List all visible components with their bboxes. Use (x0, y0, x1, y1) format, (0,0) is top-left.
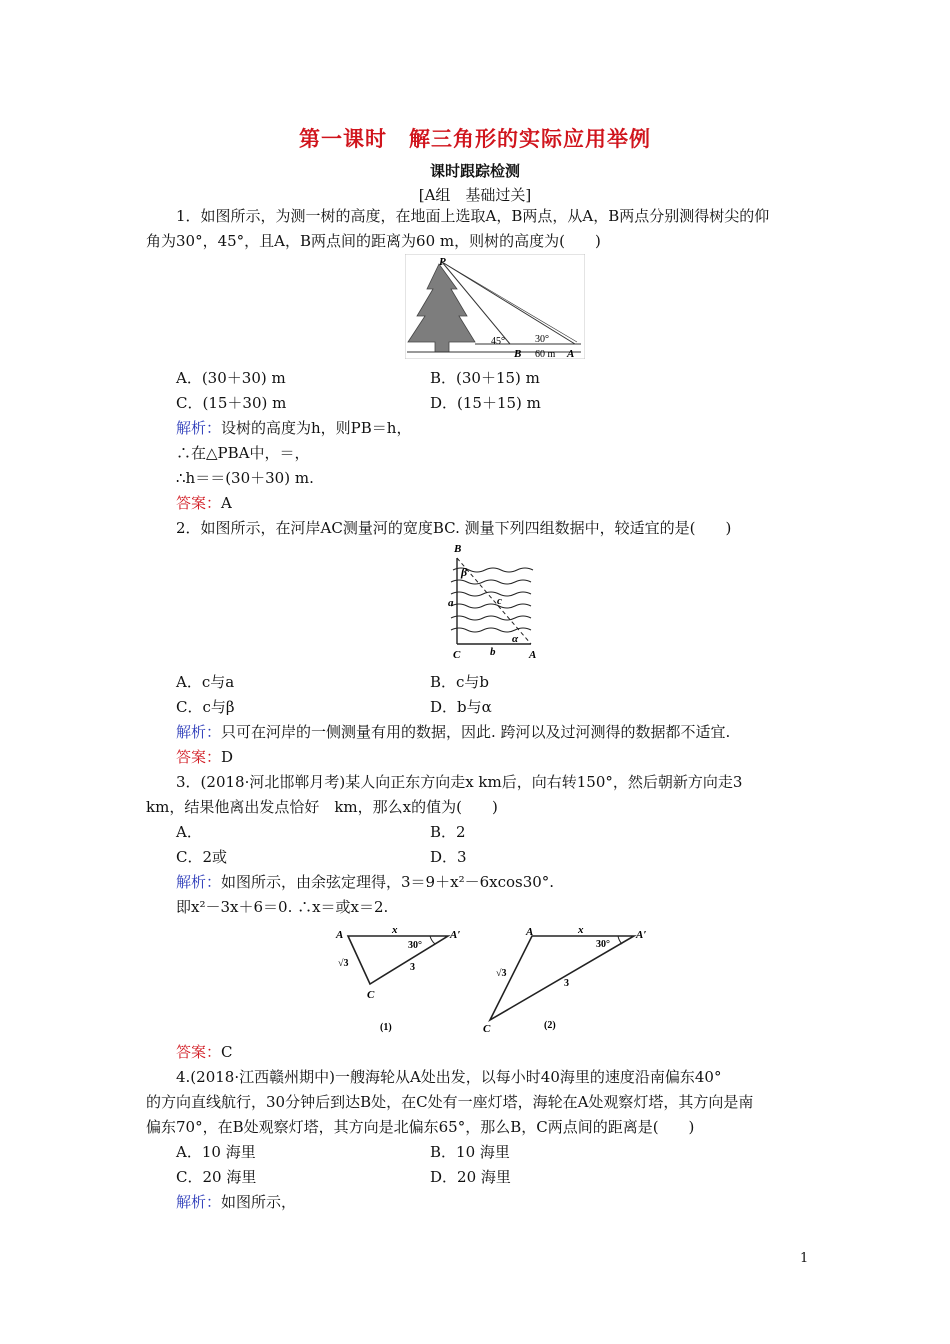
q2-fig-label-b-side: b (490, 646, 496, 658)
q3-figure-2 (478, 922, 653, 1037)
q1-option-b: B．(30＋15) m (430, 369, 540, 387)
q3-fig1-angle: 30° (408, 940, 422, 951)
q3-option-a: A． (176, 823, 202, 841)
q2-fig-label-a: A (529, 649, 537, 661)
q1-solution-label: 解析： (176, 419, 222, 437)
q3-fig2-side-3: 3 (564, 978, 569, 989)
section-subtitle: 课时跟踪检测 (429, 162, 520, 180)
q3-fig1-side-3: 3 (410, 962, 415, 973)
q2-fig-label-c: C (453, 649, 461, 661)
q1-stem-line-1: 1．如图所示，为测一树的高度，在地面上选取A，B两点，从A，B两点分别测得树尖的仰 (176, 207, 770, 225)
q2-fig-label-alpha: α (512, 633, 519, 645)
q1-answer-value: A (221, 494, 232, 512)
q3-solution-text-1: 如图所示，由余弦定理得，3＝9＋x²－6xcos30°. (221, 873, 555, 891)
q4-stem-line-3: 偏东70°，在B处观察灯塔，其方向是北偏东65°，那么B，C两点间的距离是( ) (146, 1118, 695, 1136)
q1-fig-label-a: A (567, 348, 575, 359)
q3-fig1-label-c: C (367, 989, 375, 1001)
q4-option-d: D．20 海里 (430, 1168, 511, 1186)
q3-solution-line-2: 即x²－3x＋6＝0. ∴x＝或x＝2. (176, 898, 389, 916)
q1-fig-angle-45: 45° (491, 336, 505, 347)
q3-fig2-label-c: C (483, 1023, 491, 1035)
page-title: 第一课时 解三角形的实际应用举例 (299, 126, 651, 151)
q3-fig1-sqrt3: √3 (338, 958, 349, 969)
group-label: [A组 基础过关] (418, 186, 532, 204)
q3-answer-value: C (221, 1043, 233, 1061)
q2-answer-line (176, 747, 233, 767)
q1-option-c: C．(15＋30) m (176, 394, 287, 412)
q3-solution-label: 解析： (176, 873, 222, 891)
q4-solution-text: 如图所示， (221, 1193, 297, 1211)
q2-solution-label: 解析： (176, 723, 222, 741)
q2-solution-text: 只可在河岸的一侧测量有用的数据，因此. 跨河以及过河测得的数据都不适宜. (221, 723, 731, 741)
q1-answer-line (176, 493, 232, 513)
q4-option-a: A．10 海里 (176, 1143, 256, 1161)
q1-solution-line-3: ∴h＝＝(30＋30) m. (176, 469, 314, 487)
q4-solution-label: 解析： (176, 1193, 222, 1211)
q1-answer-label: 答案： (176, 494, 222, 512)
q4-stem-line-2: 的方向直线航行，30分钟后到达B处，在C处有一座灯塔，海轮在A处观察灯塔，其方向是南 (146, 1093, 754, 1111)
q3-option-b: B．2 (430, 823, 466, 841)
q1-solution-line-1 (176, 418, 411, 438)
q4-option-b: B．10 海里 (430, 1143, 510, 1161)
q3-fig2-label-x: x (578, 924, 584, 936)
q2-fig-label-a-side: a (448, 597, 454, 609)
q2-fig-label-c-side: c (497, 595, 502, 607)
q3-solution-line-1 (176, 872, 554, 892)
q3-stem-line-2: km，结果他离出发点恰好 km，那么x的值为( ) (146, 798, 498, 816)
q2-option-b: B．c与b (430, 673, 490, 691)
q1-fig-label-b: B (514, 348, 522, 359)
q3-fig1-caption: (1) (380, 1022, 392, 1033)
q3-fig2-label-a: A (526, 926, 534, 938)
q4-stem-line-1: 4.(2018·江西赣州期中)一艘海轮从A处出发，以每小时40海里的速度沿南偏东40° (176, 1068, 722, 1086)
q3-fig1-label-a: A (336, 929, 344, 941)
q2-fig-label-b: B (454, 543, 462, 555)
q3-option-c: C．2或 (176, 848, 228, 866)
q3-answer-label: 答案： (176, 1043, 222, 1061)
q3-option-d: D．3 (430, 848, 467, 866)
q3-stem-line-1: 3．(2018·河北邯郸月考)某人向正东方向走x km后，向右转150°，然后朝新方向走3 (176, 773, 743, 791)
q3-fig2-caption: (2) (544, 1020, 556, 1031)
q3-fig1-label-x: x (392, 924, 398, 936)
q2-river-figure (445, 540, 545, 662)
q2-option-a: A．c与a (176, 673, 235, 691)
q2-answer-label: 答案： (176, 748, 222, 766)
q1-fig-label-p: P (439, 256, 446, 268)
q2-stem: 2．如图所示，在河岸AC测量河的宽度BC. 测量下列四组数据中，较适宜的是( ) (176, 519, 732, 537)
page-number: 1 (800, 1251, 809, 1266)
q1-fig-angle-30: 30° (535, 334, 549, 345)
q2-solution-line (176, 722, 730, 742)
q2-option-c: C．c与β (176, 698, 235, 716)
q3-answer-line (176, 1042, 233, 1062)
q1-stem-line-2: 角为30°，45°，且A，B两点间的距离为60 m，则树的高度为( ) (146, 232, 601, 250)
q1-option-a: A．(30＋30) m (176, 369, 286, 387)
q2-answer-value: D (221, 748, 234, 766)
q3-fig1-label-a-prime: A′ (450, 929, 461, 941)
q3-figure-1 (332, 922, 467, 1037)
q3-fig2-sqrt3: √3 (496, 968, 507, 979)
q4-option-c: C．20 海里 (176, 1168, 257, 1186)
q4-solution-line (176, 1192, 296, 1212)
q3-fig2-label-a-prime: A′ (636, 929, 647, 941)
q1-solution-text-1: 设树的高度为h，则PB＝h， (221, 419, 412, 437)
q1-tree-figure (405, 254, 585, 359)
q2-fig-label-beta: β (461, 565, 468, 579)
q3-fig2-angle: 30° (596, 939, 610, 950)
q1-fig-distance: 60 m (535, 349, 556, 359)
q1-option-d: D．(15＋15) m (430, 394, 541, 412)
q2-option-d: D．b与α (430, 698, 492, 716)
q1-solution-line-2: ∴在△PBA中，＝， (176, 444, 310, 462)
